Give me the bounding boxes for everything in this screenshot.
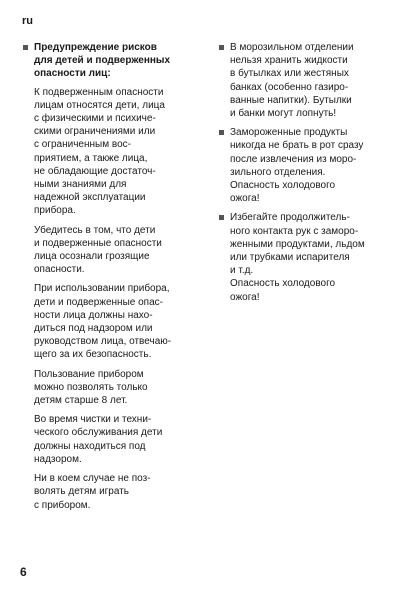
paragraph-line: с прибором.: [34, 499, 91, 511]
item-line: банках (особенно газиро-: [230, 81, 349, 93]
paragraph-line: прибора.: [34, 205, 76, 217]
item-line: женными продуктами, льдом: [230, 238, 365, 250]
item-line: никогда не брать в рот сразу: [230, 140, 364, 152]
heading-line: опасности лиц:: [34, 68, 111, 80]
paragraph-line: надежной эксплуатации: [34, 192, 146, 204]
paragraph-line: приятием, а также лица,: [34, 152, 148, 164]
paragraph-line: можно позволять только: [34, 381, 148, 393]
paragraph-line: Убедитесь в том, что дети: [34, 224, 156, 236]
language-code: ru: [22, 15, 33, 27]
item-line: Замороженные продукты: [230, 127, 348, 139]
paragraph-line: дети и подверженные опас-: [34, 296, 163, 308]
warning-section-children: [22, 41, 208, 512]
item-line: Избегайте продолжитель-: [230, 212, 350, 224]
paragraph: [34, 368, 208, 408]
item-line: ожога!: [230, 193, 260, 205]
paragraph-line: скими ограничениями или: [34, 126, 156, 138]
paragraph-line: лицам относятся дети, лица: [34, 99, 165, 111]
paragraph-line: Во время чистки и техни-: [34, 414, 152, 426]
paragraph-line: лица осознали грозящие: [34, 251, 150, 263]
list-item: [218, 211, 400, 303]
left-column: [22, 41, 208, 518]
bullet-icon: [23, 45, 28, 50]
section-heading: [34, 41, 208, 81]
list-item: [218, 41, 400, 120]
item-line: Опасность холодового: [230, 278, 336, 290]
heading-line: для детей и подверженных: [34, 55, 171, 67]
paragraph-line: с ограниченным вос-: [34, 139, 131, 151]
item-line: Опасность холодового: [230, 180, 336, 192]
item-line: в бутылках или жестяных: [230, 68, 349, 80]
paragraph-line: и подверженные опасности: [34, 237, 162, 249]
item-line: ного контакта рук с заморо-: [230, 225, 359, 237]
paragraph-line: диться под надзором или: [34, 323, 153, 335]
paragraph-line: волять детям играть: [34, 486, 129, 498]
item-line: зильного отделения.: [230, 166, 326, 178]
item-line: и т.д.: [230, 265, 254, 277]
paragraph: [34, 86, 208, 218]
paragraph: [34, 224, 208, 277]
paragraph-line: ческого обслуживания дети: [34, 427, 163, 439]
paragraph-line: Пользование прибором: [34, 368, 144, 380]
item-line: после извлечения из моро-: [230, 153, 357, 165]
paragraph-line: руководством лица, отвечаю-: [34, 336, 172, 348]
paragraph: [34, 282, 208, 361]
list-item: [218, 126, 400, 205]
item-line: ванные напитки). Бутылки: [230, 94, 352, 106]
paragraph: [34, 472, 208, 512]
paragraph-line: При использовании прибора,: [34, 283, 170, 295]
bullet-icon: [219, 45, 224, 50]
paragraph-line: Ни в коем случае не поз-: [34, 473, 151, 485]
paragraph-line: детям старше 8 лет.: [34, 395, 128, 407]
paragraph-line: К подверженным опасности: [34, 86, 164, 98]
bullet-icon: [219, 130, 224, 135]
paragraph-line: щего за их безопасность.: [34, 349, 152, 361]
paragraph-line: с физическими и психиче-: [34, 113, 156, 125]
item-line: или трубками испарителя: [230, 252, 350, 264]
bullet-icon: [219, 215, 224, 220]
paragraph-line: опасности.: [34, 264, 85, 276]
heading-line: Предупреждение рисков: [34, 42, 157, 53]
paragraph-line: надзором.: [34, 453, 82, 465]
right-column: [218, 41, 400, 310]
item-line: ожога!: [230, 291, 260, 303]
paragraph-line: не обладающие достаточ-: [34, 165, 156, 177]
paragraph: [34, 413, 208, 466]
item-line: и банки могут лопнуть!: [230, 108, 337, 120]
paragraph-line: должны находиться под: [34, 440, 146, 452]
paragraph-line: ными знаниями для: [34, 179, 127, 191]
item-line: В морозильном отделении: [230, 42, 354, 53]
paragraph-line: ности лица должны нахо-: [34, 309, 153, 321]
item-line: нельзя хранить жидкости: [230, 55, 348, 67]
page-number: 6: [20, 565, 27, 579]
